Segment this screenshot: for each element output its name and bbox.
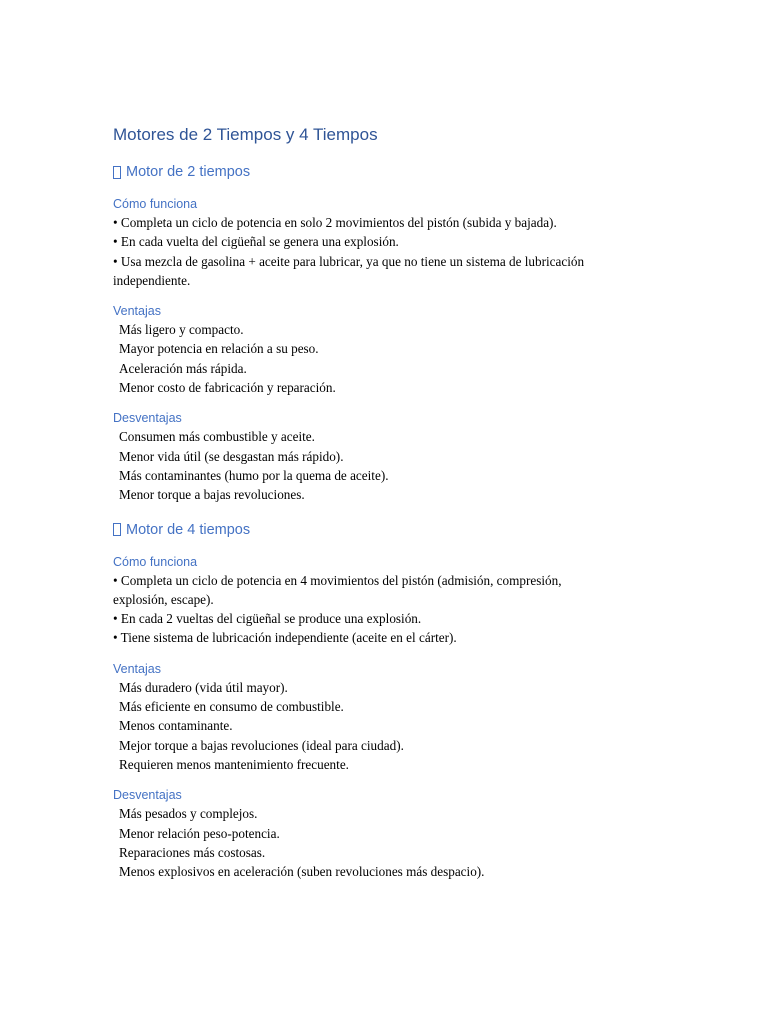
list-item: Menor costo de fabricación y reparación. xyxy=(119,380,336,396)
disadvantages-label: Desventajas xyxy=(113,788,182,803)
section-heading xyxy=(113,161,653,183)
document-page xyxy=(113,122,653,881)
advantages-label: Ventajas xyxy=(113,661,161,676)
list-item: Mayor potencia en relación a su peso. xyxy=(119,341,319,357)
section-heading-text: Motor de 2 tiempos xyxy=(126,164,251,180)
section-4-stroke xyxy=(113,519,653,882)
missing-glyph-icon xyxy=(113,166,121,179)
list-item: Menos contaminante. xyxy=(119,718,233,734)
body-line: • Usa mezcla de gasolina + aceite para lubricar, ya que no tiene un sistema de lubricación xyxy=(113,253,585,269)
list-item: Más contaminantes (humo por la quema de aceite). xyxy=(119,467,389,483)
list-item: Requieren menos mantenimiento frecuente. xyxy=(119,756,349,772)
list-item: Consumen más combustible y aceite. xyxy=(119,429,315,445)
list-item: Menor vida útil (se desgastan más rápido). xyxy=(119,448,344,464)
body-line: explosión, escape). xyxy=(113,591,214,607)
how-it-works-block xyxy=(113,553,653,648)
body-line: • En cada 2 vueltas del cigüeñal se produce una explosión. xyxy=(113,611,422,627)
list-item: Reparaciones más costosas. xyxy=(119,844,266,860)
body-line: independiente. xyxy=(113,272,191,288)
disadvantages-block xyxy=(113,409,653,504)
list-item: Menor torque a bajas revoluciones. xyxy=(119,487,305,503)
advantages-label: Ventajas xyxy=(113,304,161,319)
advantages-block xyxy=(113,302,653,397)
list-item: Más duradero (vida útil mayor). xyxy=(119,679,288,695)
how-it-works-label: Cómo funciona xyxy=(113,197,198,211)
list-item: Más eficiente en consumo de combustible. xyxy=(119,699,344,715)
list-item: Aceleración más rápida. xyxy=(119,360,247,376)
section-2-stroke xyxy=(113,161,653,505)
list-item: Más pesados y complejos. xyxy=(119,806,258,822)
advantages-block xyxy=(113,660,653,774)
section-heading-text: Motor de 4 tiempos xyxy=(126,521,251,538)
section-heading xyxy=(113,519,653,541)
document-title: Motores de 2 Tiempos y 4 Tiempos xyxy=(113,125,378,144)
list-item: Más ligero y compacto. xyxy=(119,322,244,338)
body-line: • En cada vuelta del cigüeñal se genera una explosión. xyxy=(113,234,399,250)
body-line: • Tiene sistema de lubricación independiente (aceite en el cárter). xyxy=(113,630,457,646)
body-line: • Completa un ciclo de potencia en 4 movimientos del pistón (admisión, compresión, xyxy=(113,572,562,588)
how-it-works-block xyxy=(113,195,653,290)
disadvantages-label: Desventajas xyxy=(113,411,182,426)
list-item: Menor relación peso-potencia. xyxy=(119,825,280,841)
list-item: Mejor torque a bajas revoluciones (ideal para ciudad). xyxy=(119,737,404,753)
disadvantages-block xyxy=(113,786,653,881)
body-line: • Completa un ciclo de potencia en solo 2 movimientos del pistón (subida y bajada). xyxy=(113,215,557,230)
list-item: Menos explosivos en aceleración (suben revoluciones más despacio). xyxy=(119,864,485,880)
how-it-works-label: Cómo funciona xyxy=(113,554,198,569)
missing-glyph-icon xyxy=(113,523,121,536)
